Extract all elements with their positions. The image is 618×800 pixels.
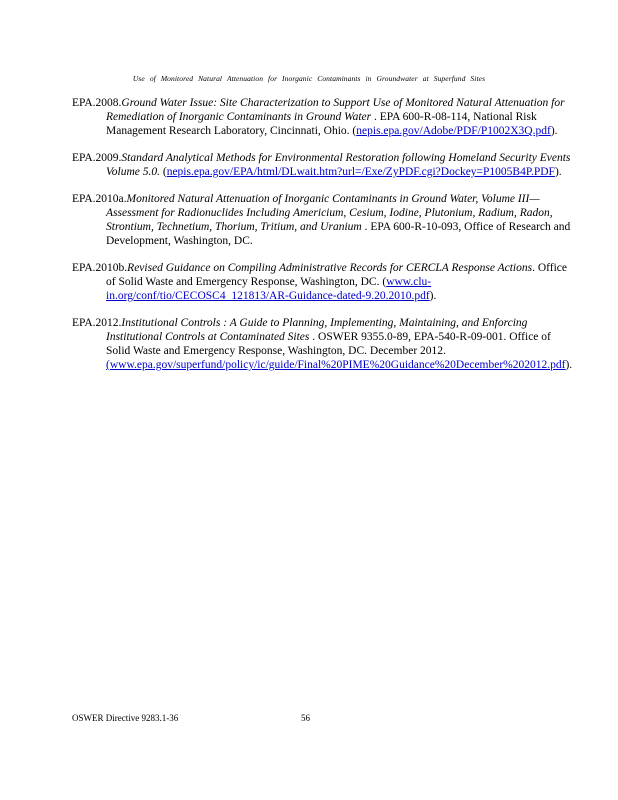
reference-lead: EPA.2012. <box>72 317 122 329</box>
reference-details: . Office of Solid Waste and Emergency Response, Washington, DC. ( <box>106 262 568 288</box>
reference-entry <box>72 261 572 303</box>
reference-title: Institutional Controls : A Guide to Planning, Implementing, Maintaining, and Enforcing Institutional Controls at Contaminated Sites <box>106 317 528 343</box>
reference-details: . OSWER 9355.0-89, EPA-540-R-09-001. Office of Solid Waste and Emergency Response, Washington, DC. December 2012. <box>106 331 551 357</box>
reference-lead: EPA.2009. <box>72 152 122 164</box>
reference-list <box>72 96 572 385</box>
reference-title: Monitored Natural Attenuation of Inorganic Contaminants in Ground Water, Volume III—Assessment for Radionuclides Including Americium, Cesium, Iodine, Plutonium, Radium, Radon, Strontium, Technetium, Thorium, Tritium, and Uranium <box>106 193 553 233</box>
reference-entry <box>72 151 572 179</box>
reference-entry <box>72 96 572 138</box>
reference-details: ( <box>159 166 167 178</box>
reference-lead: EPA.2008. <box>72 97 122 109</box>
reference-link[interactable]: nepis.epa.gov/Adobe/PDF/P1002X3Q.pdf <box>356 125 551 137</box>
reference-details: . EPA 600-R-10-093, Office of Research and Development, Washington, DC. <box>106 221 571 247</box>
reference-title: Ground Water Issue: Site Characterization to Support Use of Monitored Natural Attenuation for Remediation of Inorganic Contaminants in Ground Water <box>106 97 565 123</box>
reference-link[interactable]: www.clu-in.org/conf/tio/CECOSC4_121813/AR-Guidance-dated-9.20.2010.pdf <box>106 276 432 302</box>
reference-link[interactable]: nepis.epa.gov/EPA/html/DLwait.htm?url=/Exe/ZyPDF.cgi?Dockey=P1005B4P.PDF <box>166 166 555 178</box>
reference-title: Standard Analytical Methods for Environmental Restoration following Homeland Security Events Volume 5.0. <box>106 152 571 178</box>
page-number: 56 <box>301 713 310 723</box>
reference-tail: ). <box>550 125 558 137</box>
footer-directive: OSWER Directive 9283.1-36 <box>72 713 179 723</box>
reference-entry <box>72 192 572 248</box>
reference-entry <box>72 316 572 372</box>
reference-tail: ). <box>554 166 562 178</box>
reference-lead: EPA.2010b. <box>72 262 128 274</box>
reference-link[interactable]: (www.epa.gov/superfund/policy/ic/guide/Final%20PIME%20Guidance%20December%202012.pdf <box>106 359 566 371</box>
reference-lead: EPA.2010a. <box>72 193 127 205</box>
running-header: Use of Monitored Natural Attenuation for Inorganic Contaminants in Groundwater at Superfund Sites <box>132 74 486 83</box>
reference-details: . EPA 600-R-08-114, National Risk Management Research Laboratory, Cincinnati, Ohio. ( <box>106 111 537 137</box>
reference-tail: ). <box>429 290 437 302</box>
reference-title: Revised Guidance on Compiling Administrative Records for CERCLA Response Actions <box>127 262 533 274</box>
reference-tail: ). <box>565 359 573 371</box>
